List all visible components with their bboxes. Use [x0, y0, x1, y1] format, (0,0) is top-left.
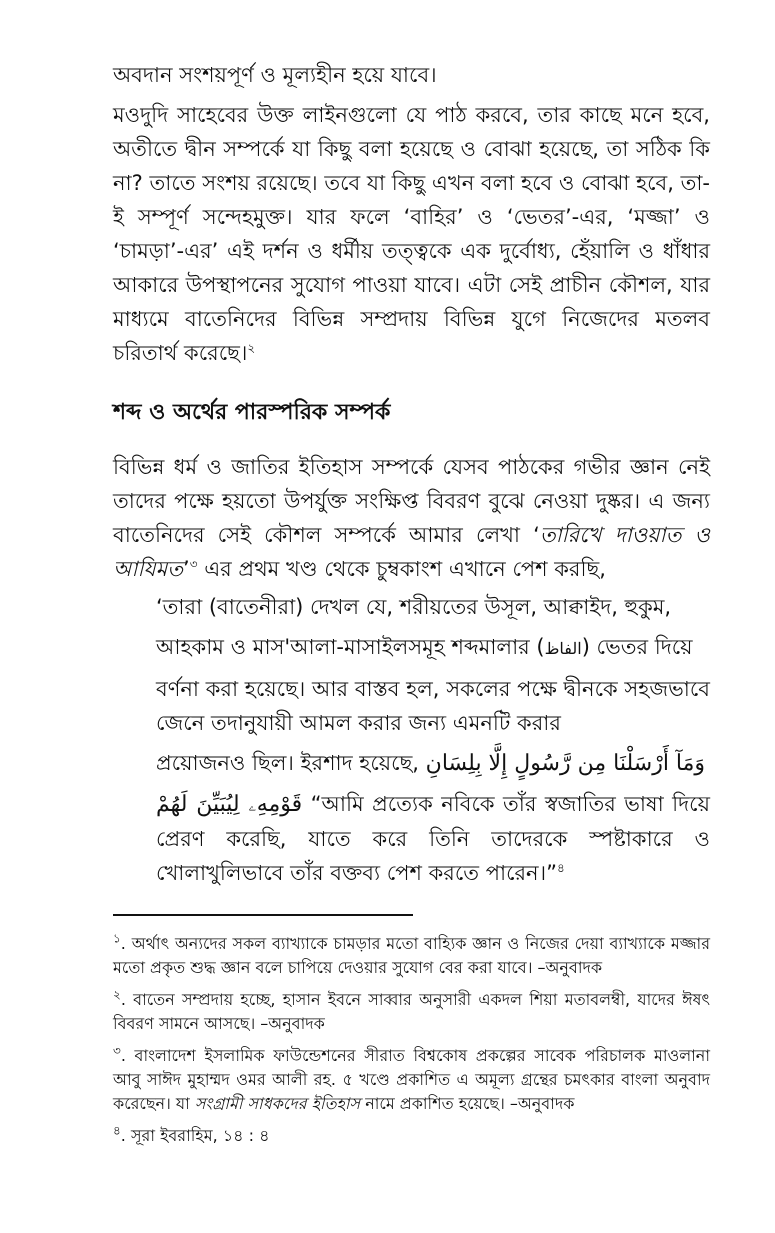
- quote-line-3: বর্ণনা করা হয়েছে। আর বাস্তব হল, সকলের পক্ষে দ্বীনকে সহজভাবে জেনে তদানুযায়ী আমল করার জন্য এমনটি করার: [156, 677, 710, 735]
- footnote-3-book-title: সংগ্রামী সাধকদের ইতিহাস: [194, 1094, 361, 1113]
- footnote-3-text-b: নামে প্রকাশিত হয়েছে। –অনুবাদক: [360, 1094, 575, 1113]
- paragraph-3: [113, 450, 710, 586]
- paragraph-3-text-a: বিভিন্ন ধর্ম ও জাতির ইতিহাস সম্পর্কে যেসব পাঠকের গভীর জ্ঞান নেই তাদের পক্ষে হয়তো উপর্যুক্ত সংক্ষিপ্ত বিবরণ বুঝে নেওয়া দুষ্কর। এ জন্য বাতেনিদের সেই কৌশল সম্পর্কে আমার লেখা ‘: [113, 455, 710, 547]
- footnote-1-text: . অর্থাৎ অন্যদের সকল ব্যাখ্যাকে চামড়ার মতো বাহ্যিক জ্ঞান ও নিজের দেয়া ব্যাখ্যাকে মজ্জার মতো প্রকৃত শুদ্ধ জ্ঞান বলে চাপিয়ে দেওয়ার সুযোগ বের করা যাবে। –অনুবাদক: [113, 934, 710, 977]
- footnote-1: [113, 932, 710, 980]
- footnote-4-number: ৪: [113, 1123, 121, 1138]
- footnote-1-number: ১: [113, 931, 121, 946]
- footnote-4-text: . সূরা ইবরাহিম, ১৪ : ৪: [120, 1126, 270, 1145]
- footnote-2-text: . বাতেন সম্প্রদায় হচ্ছে, হাসান ইবনে সাব্বার অনুসারী একদল শিয়া মতাবলম্বী, যাদের ঈষৎ বিবরণ সামনে আসছে। –অনুবাদক: [113, 990, 710, 1033]
- paragraph-2: [113, 98, 710, 370]
- footnote-3: [113, 1044, 710, 1116]
- footnote-ref-4[interactable]: ৪: [556, 861, 565, 875]
- footnotes: [113, 932, 710, 1156]
- footnote-4: [113, 1124, 710, 1148]
- paragraph-2-text: মওদুদি সাহেবের উক্ত লাইনগুলো যে পাঠ করবে, তার কাছে মনে হবে, অতীতে দ্বীন সম্পর্কে যা কিছু বলা হয়েছে ও বোঝা হয়েছে, তা সঠিক কি না? তাতে সংশয় রয়েছে। তবে যা কিছু এখন বলা হবে ও বোঝা হবে, তা-ই সম্পূর্ণ সন্দেহমুক্ত। যার ফলে ‘বাহির’ ও ‘ভেতর’-এর, ‘মজ্জা’ ও ‘চামড়া’-এর’ এই দর্শন ও ধর্মীয় তত্ত্বকে এক দুর্বোধ্য, হেঁয়ালি ও ধাঁধার আকারে উপস্থাপনের সুযোগ পাওয়া যাবে। এটা সেই প্রাচীন কৌশল, যার মাধ্যমে বাতেনিদের বিভিন্ন সম্প্রদায় বিভিন্ন যুগে নিজেদের মতলব চরিতার্থ করেছে।: [113, 103, 710, 365]
- footnote-3-text-a: . বাংলাদেশ ইসলামিক ফাউন্ডেশনের সীরাত বিশ্বকোষ প্রকল্পের সাবেক পরিচালক মাওলানা আবু সাঈদ মুহাম্মদ ওমর আলী রহ. ৫ খণ্ডে প্রকাশিত এ অমূল্য গ্রন্থের চমৎকার বাংলা অনুবাদ করেছেন। যা: [113, 1046, 710, 1113]
- paragraph-1: [113, 58, 710, 98]
- paragraph-1-text: অবদান সংশয়পূর্ণ ও মূল্যহীন হয়ে যাবে।: [113, 63, 437, 87]
- quote-line-2-text-a: আহকাম ও মাস'আলা-মাসাইলসমূহ শব্দমালার (: [156, 635, 545, 659]
- block-quote: [156, 590, 710, 890]
- footnote-3-number: ৩: [113, 1043, 121, 1058]
- footnote-divider: [113, 914, 413, 916]
- quran-verse-part-2: قَوْمِهِۦ لِيُبَيِّنَ لَهُمْ: [156, 792, 303, 817]
- book-title: তারিখে দাওয়াত ও আযিমত: [113, 523, 710, 581]
- quote-line-4-text: প্রয়োজনও ছিল। ইরশাদ হয়েছে,: [156, 751, 419, 775]
- footnote-2-number: ২: [113, 987, 121, 1002]
- page-body: [113, 58, 710, 896]
- quote-line-1: ‘তারা (বাতেনীরা) দেখল যে, শরীয়তের উসূল, আক্বাইদ, হুকুম,: [156, 595, 672, 619]
- verse-translation: “আমি প্রত্যেক নবিকে তাঁর স্বজাতির ভাষা দিয়ে প্রেরণ করেছি, যাতে করে তিনি তাদেরকে স্পষ্টাকারে ও খোলাখুলিভাবে তাঁর বক্তব্য পেশ করতে পারেন।”: [156, 792, 710, 885]
- quote-line-2-text-b: ) ভেতর দিয়ে: [581, 635, 693, 659]
- quote-line-2: [156, 630, 710, 666]
- paragraph-3-text-b: ’: [183, 557, 190, 581]
- footnote-ref-2[interactable]: ২: [247, 341, 256, 355]
- quote-line-5: [156, 787, 710, 890]
- section-heading: শব্দ ও অর্থের পারস্পরিক সম্পর্ক: [113, 400, 391, 425]
- footnote-2: [113, 988, 710, 1036]
- footnote-ref-3[interactable]: ৩: [189, 557, 198, 571]
- paragraph-3-text-c: এর প্রথম খণ্ড থেকে চুম্বকাংশ এখানে পেশ করছি,: [197, 557, 606, 581]
- quote-line-4: [156, 746, 710, 781]
- quran-verse-part-1: وَمَآ أَرْسَلْنَا مِن رَّسُولٍ إِلَّا بِلِسَانِ: [425, 751, 706, 776]
- arabic-word-alfaz: الفاظ: [544, 639, 582, 658]
